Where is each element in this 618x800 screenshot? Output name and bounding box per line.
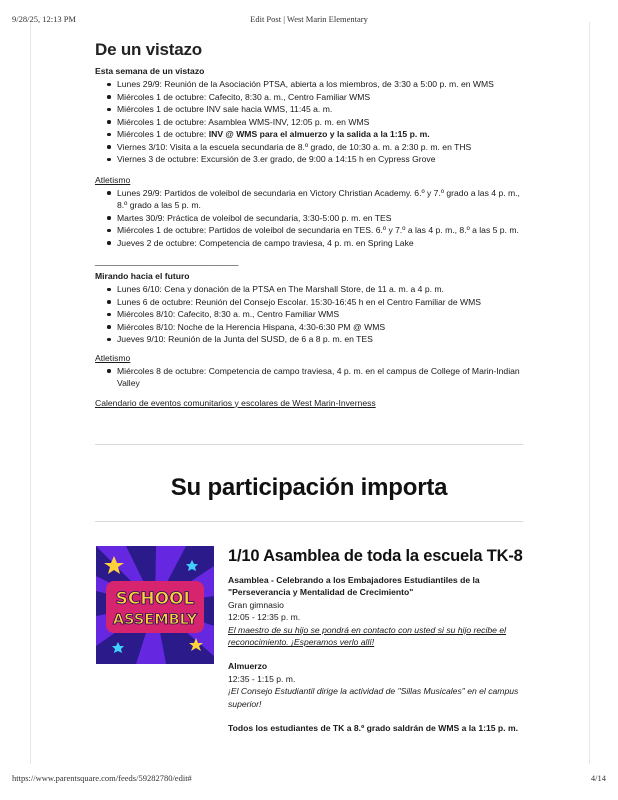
athletics-link-1[interactable]: Atletismo [95, 174, 131, 185]
list-item [107, 128, 525, 141]
list-item: Viernes 3/10: Visita a la escuela secundaria de 8.º grado, de 10:30 a. m. a 2:30 p. m. en THS [107, 141, 525, 154]
glance-title: De un vistazo [95, 40, 202, 59]
print-url: https://www.parentsquare.com/feeds/59282780/edit# [12, 773, 192, 783]
assembly-location: Gran gimnasio [228, 599, 284, 610]
image-text: ASSEMBLY [112, 612, 198, 628]
list-item: Miércoles 1 de octubre: Partidos de voleibol de secundaria en TES. 6.º y 7.º a las 4 p. m., 8.º a las 5 p. m. [107, 224, 525, 237]
participation-title: Su participación importa [170, 474, 448, 501]
assembly-note: El maestro de su hijo se pondrá en contacto con usted si su hijo recibe el reconocimiento. ¡Esperamos verlo allí! [228, 624, 507, 648]
list-item: Viernes 3 de octubre: Excursión de 3.er grado, de 9:00 a 14:15 h en Cypress Grove [107, 153, 525, 166]
future-list [107, 283, 525, 346]
this-week-heading: Esta semana de un vistazo [95, 66, 205, 76]
list-item: Jueves 9/10: Reunión de la Junta del SUSD, de 6 a 8 p. m. en TES [107, 333, 525, 346]
assembly-title: 1/10 Asamblea de toda la escuela TK-8 [228, 547, 523, 565]
lunch-note: ¡El Consejo Estudiantil dirige la actividad de "Sillas Musicales" en el campus superior! [228, 686, 519, 709]
print-page-number: 4/14 [590, 773, 606, 783]
list-item-prefix: Miércoles 1 de octubre: [117, 129, 209, 139]
this-week-list [107, 78, 525, 166]
list-item: Miércoles 1 de octubre: Asamblea WMS-INV, 12:05 p. m. en WMS [107, 116, 525, 129]
lunch-heading: Almuerzo [228, 661, 268, 672]
list-item: Lunes 6 de octubre: Reunión del Consejo Escolar. 15:30-16:45 h en el Centro Familiar de WMS [107, 296, 525, 309]
list-item: Miércoles 8 de octubre: Competencia de campo traviesa, 4 p. m. en el campus de College of Marin-Indian Valley [107, 365, 525, 390]
assembly-subtitle: Asamblea - Celebrando a los Embajadores Estudiantiles de la "Perseverancia y Mentalidad de Crecimiento" [228, 575, 480, 598]
list-item: Miércoles 1 de octubre: Cafecito, 8:30 a. m., Centro Familiar WMS [107, 91, 525, 104]
list-item: Lunes 29/9: Reunión de la Asociación PTSA, abierta a los miembros, de 3:30 a 5:00 p. m. en WMS [107, 78, 525, 91]
list-item: Miércoles 1 de octubre INV sale hacia WMS, 11:45 a. m. [107, 103, 525, 116]
list-item: Miércoles 8/10: Cafecito, 8:30 a. m., Centro Familiar WMS [107, 308, 525, 321]
athletics-list-1 [107, 187, 525, 250]
assembly-section [228, 547, 528, 734]
list-item: Lunes 29/9: Partidos de voleibol de secundaria en Victory Christian Academy. 6.º y 7.º grado a las 4 p. m., 8.º grado a las 5 p. m. [107, 187, 525, 212]
athletics-list-2 [107, 365, 525, 390]
list-item: Martes 30/9: Práctica de voleibol de secundaria, 3:30-5:00 p. m. en TES [107, 212, 525, 225]
print-datetime: 9/28/25, 12:13 PM [12, 14, 76, 24]
list-item: Miércoles 8/10: Noche de la Herencia Hispana, 4:30-6:30 PM @ WMS [107, 321, 525, 334]
dismissal-note: Todos los estudiantes de TK a 8.º grado saldrán de WMS a la 1:15 p. m. [228, 723, 518, 734]
section-divider [95, 444, 523, 445]
section-divider [95, 521, 523, 522]
school-assembly-image [96, 546, 214, 664]
lunch-time: 12:35 - 1:15 p. m. [228, 673, 296, 684]
calendar-link[interactable]: Calendario de eventos comunitarios y escolares de West Marin-Inverness [95, 397, 376, 408]
print-footer [12, 773, 606, 785]
text-divider: ______________________________ [95, 256, 239, 266]
future-heading: Mirando hacia el futuro [95, 271, 190, 281]
athletics-link-2[interactable]: Atletismo [95, 352, 131, 363]
print-title: Edit Post | West Marin Elementary [250, 14, 368, 24]
list-item: Lunes 6/10: Cena y donación de la PTSA en The Marshall Store, de 11 a. m. a 4 p. m. [107, 283, 525, 296]
assembly-time: 12:05 - 12:35 p. m. [228, 612, 301, 623]
image-text: SCHOOL [115, 589, 195, 609]
list-item-bold: INV @ WMS para el almuerzo y la salida a la 1:15 p. m. [208, 129, 430, 139]
list-item: Jueves 2 de octubre: Competencia de campo traviesa, 4 p. m. en Spring Lake [107, 237, 525, 250]
glance-section [95, 40, 525, 408]
